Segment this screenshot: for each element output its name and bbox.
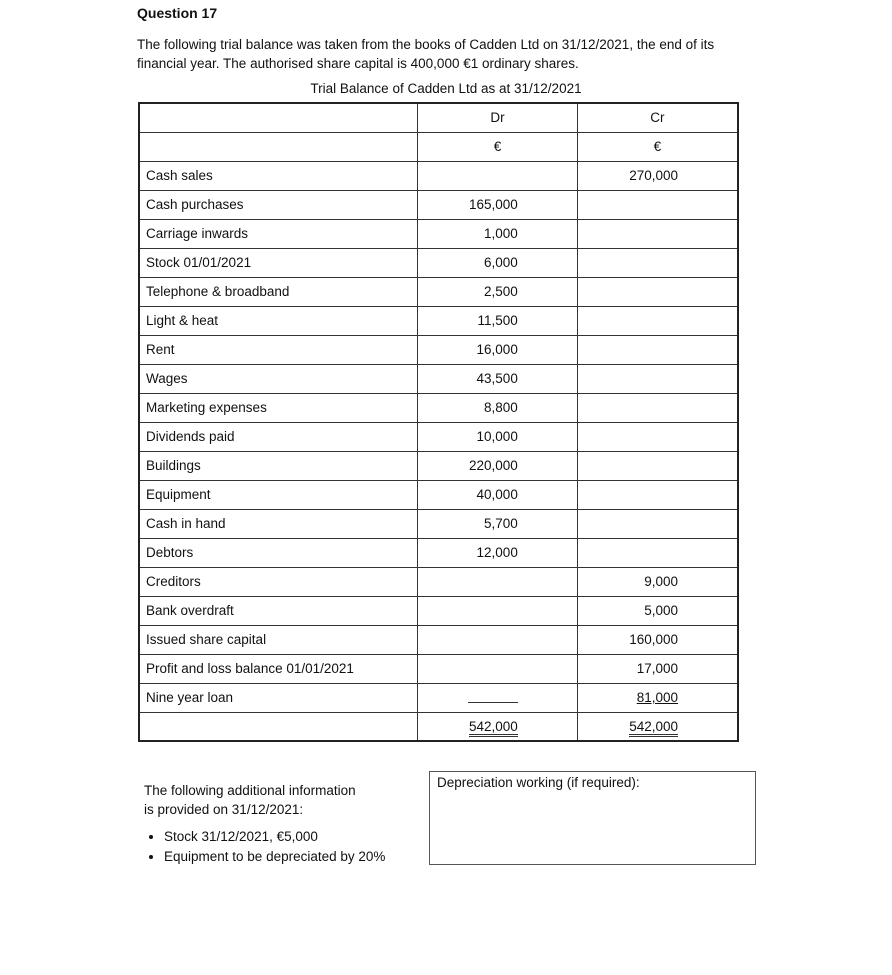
row-cr: 9,000 <box>577 567 738 596</box>
table-row <box>139 654 738 683</box>
table-row <box>139 538 738 567</box>
row-label: Dividends paid <box>139 422 418 451</box>
row-dr <box>418 567 578 596</box>
row-label: Marketing expenses <box>139 393 418 422</box>
table-row <box>139 683 738 712</box>
trial-balance-table <box>138 102 739 742</box>
table-row <box>139 422 738 451</box>
row-label: Light & heat <box>139 306 418 335</box>
row-label: Debtors <box>139 538 418 567</box>
row-cr <box>577 509 738 538</box>
row-dr: 1,000 <box>418 219 578 248</box>
row-label: Stock 01/01/2021 <box>139 248 418 277</box>
row-dr: 16,000 <box>418 335 578 364</box>
total-cr-cell <box>577 712 738 741</box>
header-cr: Cr <box>577 103 738 132</box>
row-label: Telephone & broadband <box>139 277 418 306</box>
row-dr-blank-line <box>418 683 578 712</box>
total-dr-cell <box>418 712 578 741</box>
row-dr: 220,000 <box>418 451 578 480</box>
totals-label-cell <box>139 712 418 741</box>
row-label: Nine year loan <box>139 683 418 712</box>
row-cr <box>577 248 738 277</box>
table-row <box>139 335 738 364</box>
header-dr: Dr <box>418 103 578 132</box>
currency-label-cell <box>139 132 418 161</box>
row-dr: 11,500 <box>418 306 578 335</box>
row-dr: 6,000 <box>418 248 578 277</box>
list-item: • Stock 31/12/2021, €5,000 <box>164 827 424 847</box>
row-dr <box>418 596 578 625</box>
row-cr <box>577 219 738 248</box>
row-cr <box>577 451 738 480</box>
intro-text <box>137 35 767 73</box>
table-row <box>139 509 738 538</box>
row-label: Carriage inwards <box>139 219 418 248</box>
additional-intro-line-1: The following additional information <box>144 783 356 798</box>
row-cr <box>577 364 738 393</box>
row-label: Issued share capital <box>139 625 418 654</box>
currency-row <box>139 132 738 161</box>
row-dr <box>418 654 578 683</box>
row-dr: 10,000 <box>418 422 578 451</box>
row-cr <box>577 306 738 335</box>
table-row <box>139 277 738 306</box>
row-cr <box>577 683 738 712</box>
depreciation-working-box[interactable] <box>429 771 756 865</box>
row-label: Equipment <box>139 480 418 509</box>
row-cr <box>577 480 738 509</box>
row-cr <box>577 538 738 567</box>
totals-row <box>139 712 738 741</box>
loan-amount: 81,000 <box>636 690 678 705</box>
row-label: Wages <box>139 364 418 393</box>
row-dr: 2,500 <box>418 277 578 306</box>
row-label: Rent <box>139 335 418 364</box>
additional-list <box>144 827 424 867</box>
table-row <box>139 393 738 422</box>
row-dr: 12,000 <box>418 538 578 567</box>
blank-underline <box>468 690 518 703</box>
row-dr <box>418 161 578 190</box>
row-dr: 43,500 <box>418 364 578 393</box>
question-title: Question 17 <box>137 5 218 21</box>
table-row <box>139 161 738 190</box>
list-item: • Equipment to be depreciated by 20% <box>164 847 424 867</box>
intro-line-2: financial year. The authorised share capital is 400,000 €1 ordinary shares. <box>137 56 579 71</box>
table-row <box>139 364 738 393</box>
row-label: Bank overdraft <box>139 596 418 625</box>
row-cr <box>577 393 738 422</box>
row-label: Profit and loss balance 01/01/2021 <box>139 654 418 683</box>
row-label: Creditors <box>139 567 418 596</box>
additional-information <box>144 781 424 867</box>
total-cr: 542,000 <box>629 719 678 737</box>
header-row <box>139 103 738 132</box>
table-row <box>139 219 738 248</box>
row-label: Cash purchases <box>139 190 418 219</box>
table-row <box>139 306 738 335</box>
currency-cr: € <box>577 132 738 161</box>
total-dr: 542,000 <box>469 719 518 737</box>
header-label-cell <box>139 103 418 132</box>
additional-intro-line-2: is provided on 31/12/2021: <box>144 802 304 817</box>
row-dr <box>418 625 578 654</box>
trial-balance-title: Trial Balance of Cadden Ltd as at 31/12/2021 <box>310 81 582 96</box>
table-row <box>139 625 738 654</box>
row-cr <box>577 335 738 364</box>
table-row <box>139 480 738 509</box>
row-cr: 5,000 <box>577 596 738 625</box>
row-dr: 40,000 <box>418 480 578 509</box>
table-row <box>139 567 738 596</box>
row-cr: 270,000 <box>577 161 738 190</box>
depreciation-box-label: Depreciation working (if required): <box>437 775 640 790</box>
row-cr: 17,000 <box>577 654 738 683</box>
row-cr <box>577 422 738 451</box>
row-label: Cash in hand <box>139 509 418 538</box>
table-row <box>139 248 738 277</box>
row-label: Buildings <box>139 451 418 480</box>
row-cr <box>577 190 738 219</box>
table-row <box>139 190 738 219</box>
row-label: Cash sales <box>139 161 418 190</box>
row-dr: 8,800 <box>418 393 578 422</box>
row-dr: 5,700 <box>418 509 578 538</box>
row-cr: 160,000 <box>577 625 738 654</box>
table-row <box>139 451 738 480</box>
currency-dr: € <box>418 132 578 161</box>
row-cr <box>577 277 738 306</box>
row-dr: 165,000 <box>418 190 578 219</box>
intro-line-1: The following trial balance was taken from the books of Cadden Ltd on 31/12/2021, the end of its <box>137 37 715 52</box>
table-row <box>139 596 738 625</box>
